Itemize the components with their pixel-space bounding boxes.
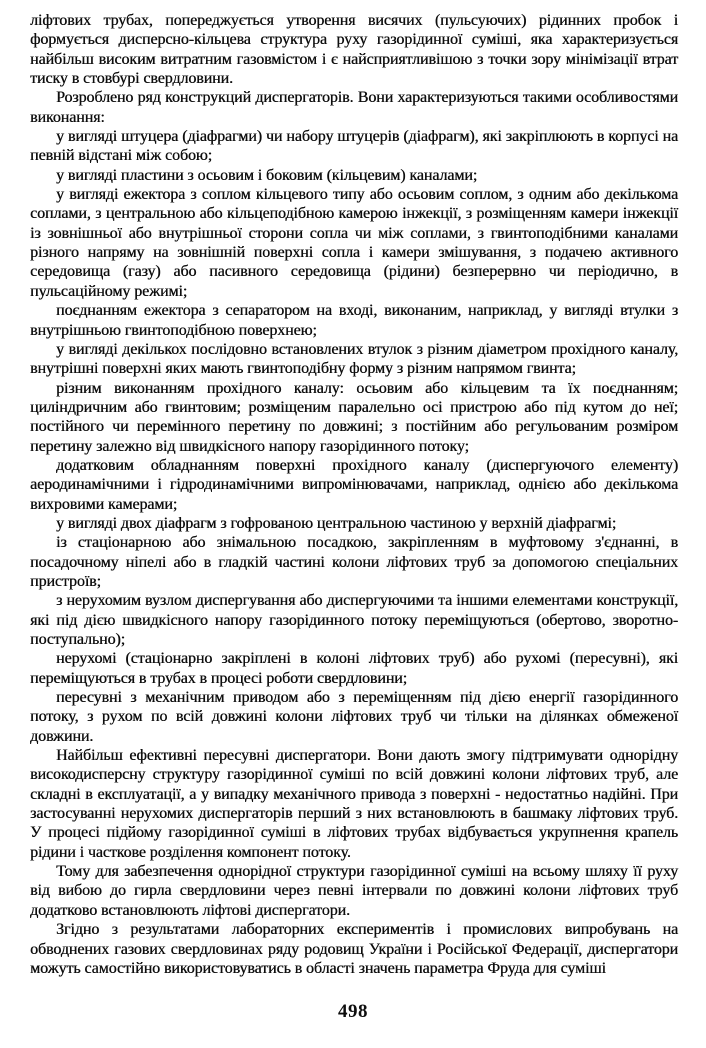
paragraph: нерухомі (стаціонарно закріплені в колоні ліфтових труб) або рухомі (пересувні), які переміщуються в трубах в процесі роботи свердловини; (30, 650, 678, 687)
paragraph: ліфтових трубах, попереджується утворення висячих (пульсуючих) рідинних пробок і формується дисперсно-кільцева структура руху газорідинної суміші, яка характеризується найбільш високим витратним газовмістом і є найсприятливішою з точки зору мінімізації втрат тиску в стовбурі свердловини. (30, 12, 678, 88)
paragraph: поєднанням ежектора з сепаратором на вході, виконаним, наприклад, у вигляді втулки з внутрішньою гвинтоподібною поверхнею; (30, 302, 678, 339)
paragraph: з нерухомим вузлом диспергування або диспергуючими та іншими елементами конструкції, які під дією швидкісного напору газорідинного потоку переміщуються (обертово, зворотно-поступально); (30, 592, 678, 648)
paragraph: Найбільш ефективні пересувні диспергатори. Вони дають змогу підтримувати однорідну високодисперсну структуру газорідинної суміші по всій довжині колони ліфтових труб, але складні в експлуатації, а у випадку механічного привода з поверхні - недостатньо надійні. При застосуванні нерухомих диспергаторів перший з них встановлюють в башмаку ліфтових труб. У процесі підйому газорідинної суміші в ліфтових трубах відбувається укрупнення крапель рідини і часткове розділення компонент потоку. (30, 747, 678, 861)
paragraph: у вигляді двох діафрагм з гофрованою центральною частиною у верхній діафрагмі; (56, 514, 617, 532)
paragraph: із стаціонарною або знімальною посадкою, закріпленням в муфтовому з'єднанні, в посадочному ніпелі або в гладкій частині колони ліфтових труб за допомогою спеціальних пристроїв; (30, 534, 678, 590)
paragraph: додатковим обладнанням поверхні прохідного каналу (диспергуючого елементу) аеродинамічними і гідродинамічними випромінювачами, наприклад, однією або декількома вихровими камерами; (30, 456, 678, 513)
page-number: 498 (338, 1001, 368, 1022)
paragraph: у вигляді ежектора з соплом кільцевого типу або осьовим соплом, з одним або декількома соплами, з центральною або кільцеподібною камерою інжекції, з розміщенням камери інжекції із зовнішньої або внутрішньої сторони сопла чи між соплами, з гвинтоподібними каналами різного напряму на зовнішній поверхні сопла і камери змішування, з подачею активного середовища (газу) або пасивного середовища (рідини) безперервно чи періодично, в пульсаційному режимі; (30, 186, 678, 300)
paragraph: Тому для забезпечення однорідної структури газорідинної суміші на всьому шляху її руху від вибою до гирла свердловини через певні інтервали по довжині колони ліфтових труб додатково встановлюють ліфтові диспергатори. (30, 863, 678, 919)
paragraph: пересувні з механічним приводом або з переміщенням під дією енергії газорідинного потоку, з рухом по всій довжині колони ліфтових труб чи тільки на ділянках обмеженої довжини. (30, 689, 678, 745)
paragraph: Згідно з результатами лабораторних експериментів і промислових випробувань на обводнених газових свердловинах ряду родовищ України і Російської Федерації, диспергатори можуть самостійно використовуватись в області значень параметра Фруда для суміші (30, 921, 678, 977)
paragraph: різним виконанням прохідного каналу: осьовим або кільцевим та їх поєднанням; циліндричним або гвинтовим; розміщеним паралельно осі пристрою або під кутом до неї; постійного чи перемінного перетину по довжині; з постійним або регульованим розміром перетину залежно від швидкісного напору газорідинного потоку; (30, 379, 678, 455)
paragraph: у вигляді штуцера (діафрагми) чи набору штуцерів (діафрагм), які закріплюють в корпусі на певній відстані між собою; (30, 128, 678, 165)
text-block (30, 11, 678, 978)
paragraph: Розроблено ряд конструкций диспергаторів. Вони характеризуються такими особливостями виконання: (30, 89, 678, 126)
paragraph: у вигляді декількох послідовно встановлених втулок з різним діаметром прохідного каналу, внутрішні поверхні яких мають гвинтоподібну форму з різним напрямом гвинта; (30, 340, 678, 378)
paragraph: у вигляді пластини з осьовим і боковим (кільцевим) каналами; (56, 166, 478, 184)
